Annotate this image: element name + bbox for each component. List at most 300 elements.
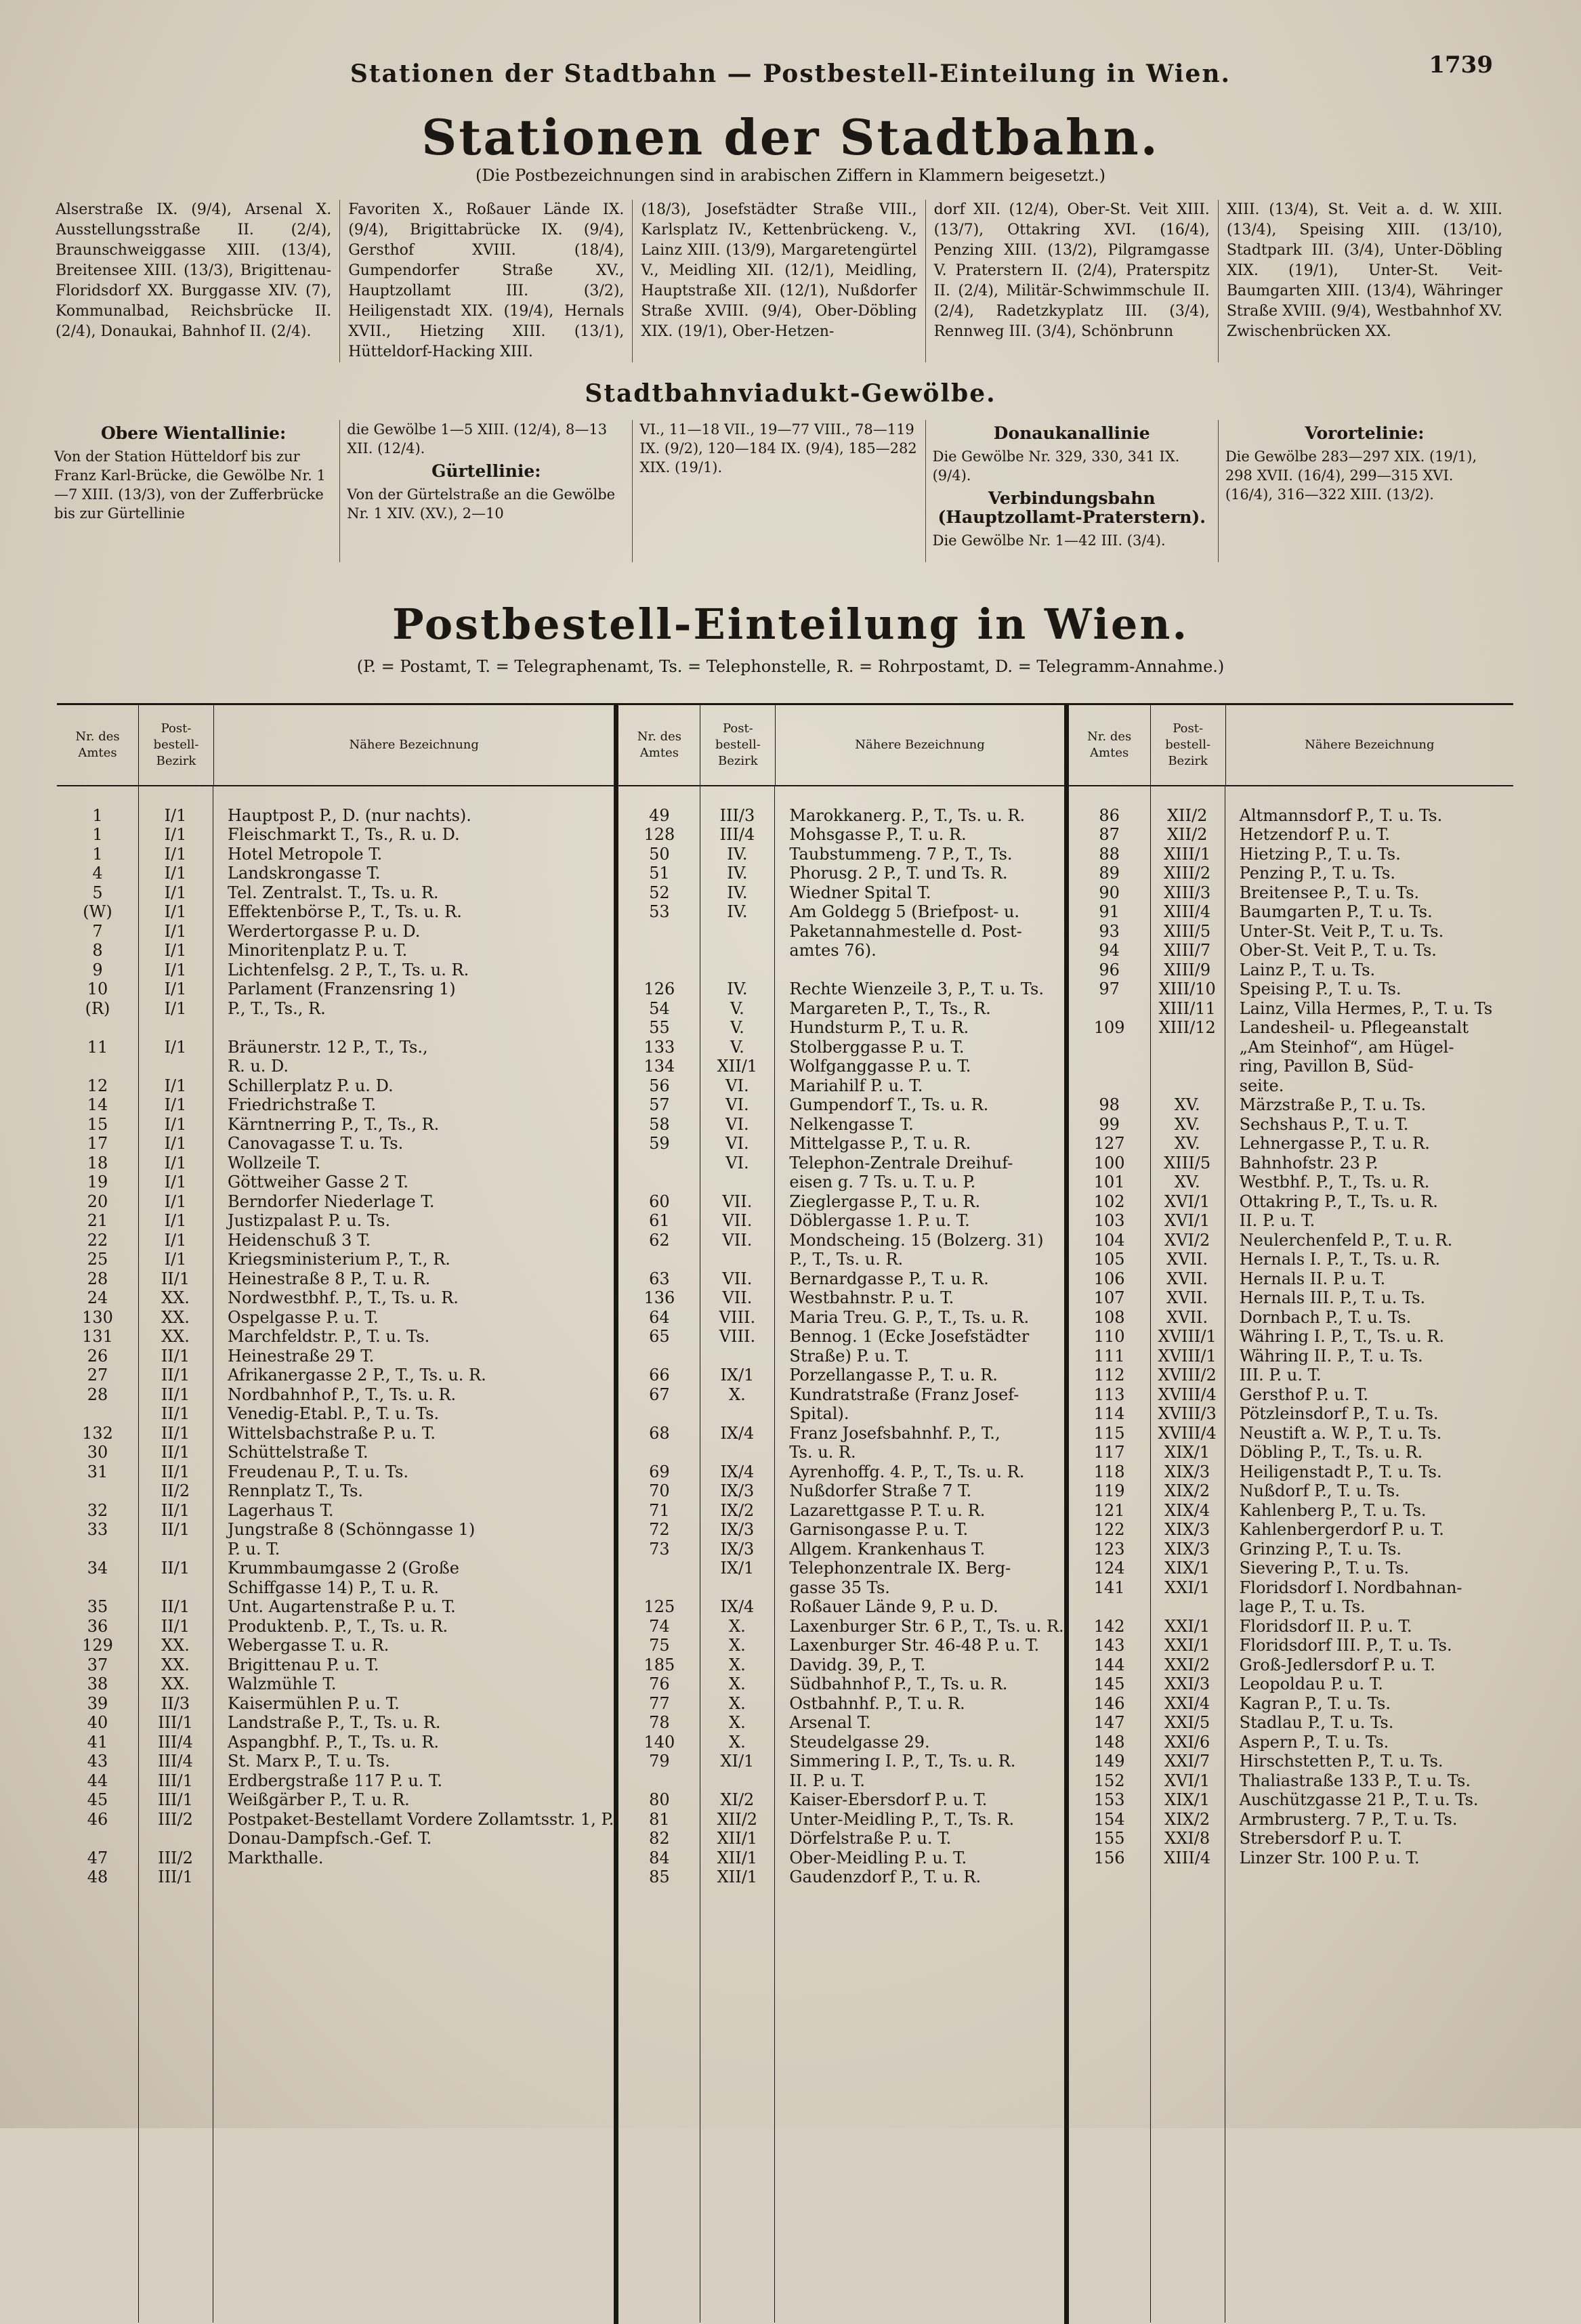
table-row bbox=[57, 1172, 614, 1192]
cell-bezeichnung: Schiffgasse 14) P., T. u. R. bbox=[228, 1578, 440, 1597]
cell-bezeichnung: Roßauer Lände 9, P. u. D. bbox=[789, 1597, 998, 1616]
cell-bezirk: XIX/3 bbox=[1164, 1520, 1210, 1539]
cell-bezirk: III/1 bbox=[158, 1771, 193, 1790]
cell-bezirk: VIII. bbox=[719, 1307, 756, 1327]
cell-bezeichnung: Schüttelstraße T. bbox=[228, 1443, 368, 1462]
cell-bezeichnung: Währing II. P., T. u. Ts. bbox=[1239, 1346, 1423, 1366]
table-row bbox=[1069, 1540, 1513, 1559]
cell-bezeichnung: Hauptpost P., D. (nur nachts). bbox=[228, 805, 471, 825]
table-row bbox=[57, 1520, 614, 1540]
cell-bezirk bbox=[700, 1172, 774, 1192]
cell-amt-nr bbox=[618, 1578, 700, 1598]
cell-amt-nr: 76 bbox=[649, 1674, 670, 1693]
table-row bbox=[1069, 1404, 1513, 1424]
cell-amt-nr: 31 bbox=[87, 1462, 108, 1481]
cell-bezirk: XIX/3 bbox=[1164, 1462, 1210, 1481]
cell-amt-nr: 5 bbox=[92, 883, 103, 902]
cell-bezirk: I/1 bbox=[164, 941, 187, 960]
table-row bbox=[618, 1501, 1063, 1521]
table-row bbox=[618, 1752, 1063, 1771]
cell-bezeichnung: Kriegsministerium P., T., R. bbox=[228, 1250, 450, 1269]
cell-bezeichnung: Markthalle. bbox=[228, 1848, 324, 1867]
cell-bezeichnung: Rechte Wienzeile 3, P., T. u. Ts. bbox=[789, 979, 1044, 998]
table-row bbox=[57, 1231, 614, 1250]
cell-bezeichnung: P., T., Ts., R. bbox=[228, 998, 326, 1018]
cell-bezirk: I/1 bbox=[164, 1037, 187, 1057]
table-row bbox=[618, 1733, 1063, 1752]
table-row bbox=[57, 1752, 614, 1771]
cell-bezeichnung: Linzer Str. 100 P. u. T. bbox=[1239, 1848, 1420, 1867]
cell-amt-nr: 15 bbox=[87, 1114, 108, 1134]
cell-amt-nr bbox=[57, 1057, 138, 1076]
cell-bezeichnung: Gersthof P. u. T. bbox=[1239, 1385, 1369, 1404]
cell-bezirk: III/4 bbox=[158, 1752, 193, 1771]
table-row bbox=[1069, 1790, 1513, 1810]
cell-bezeichnung: Laxenburger Str. 46-48 P. u. T. bbox=[789, 1636, 1040, 1655]
cell-bezirk: I/1 bbox=[164, 1230, 187, 1250]
cell-bezirk: XIII/12 bbox=[1158, 1018, 1216, 1037]
table-header-row bbox=[618, 705, 1063, 786]
cell-bezeichnung: Dornbach P., T. u. Ts. bbox=[1239, 1307, 1412, 1327]
cell-bezirk: XXI/1 bbox=[1164, 1578, 1210, 1597]
cell-bezeichnung: Wittelsbachstraße P. u. T. bbox=[228, 1423, 436, 1443]
cell-bezeichnung: Hetzendorf P. u. T. bbox=[1239, 825, 1390, 844]
cell-amt-nr: 7 bbox=[92, 921, 103, 941]
table-row bbox=[618, 1424, 1063, 1443]
cell-bezeichnung: Ayrenhoffg. 4. P., T., Ts. u. R. bbox=[789, 1462, 1025, 1481]
cell-bezeichnung: Unter-Meidling P., T., Ts. R. bbox=[789, 1809, 1015, 1829]
cell-amt-nr: 33 bbox=[87, 1520, 108, 1539]
cell-amt-nr: 36 bbox=[87, 1616, 108, 1636]
table-row bbox=[618, 1462, 1063, 1482]
cell-amt-nr: 25 bbox=[87, 1250, 108, 1269]
cell-amt-nr: 35 bbox=[87, 1597, 108, 1616]
cell-bezirk: XVII. bbox=[1166, 1269, 1208, 1288]
cell-bezeichnung: ring, Pavillon B, Süd- bbox=[1239, 1057, 1414, 1076]
cell-bezirk: XIII/4 bbox=[1164, 902, 1211, 921]
cell-bezirk: III/1 bbox=[158, 1867, 193, 1886]
cell-bezirk: I/1 bbox=[164, 1095, 187, 1114]
cell-bezeichnung: R. u. D. bbox=[228, 1057, 289, 1076]
table-row bbox=[1069, 1231, 1513, 1250]
cell-amt-nr: 115 bbox=[1093, 1423, 1125, 1443]
cell-bezirk bbox=[138, 1829, 213, 1848]
table-row bbox=[618, 1520, 1063, 1540]
cell-amt-nr bbox=[57, 786, 138, 806]
column-header-bezeichnung: Nähere Bezeichnung bbox=[1305, 738, 1435, 752]
cell-bezirk: I/1 bbox=[164, 844, 187, 864]
cell-bezeichnung: Brigittenau P. u. T. bbox=[228, 1655, 379, 1674]
cell-amt-nr: 119 bbox=[1093, 1481, 1125, 1500]
cell-bezirk: III/2 bbox=[158, 1848, 193, 1867]
cell-bezirk: XX. bbox=[161, 1307, 190, 1327]
cell-bezirk: XII/1 bbox=[717, 1057, 758, 1076]
cell-bezeichnung: Produktenb. P., T., Ts. u. R. bbox=[228, 1616, 448, 1636]
cell-bezirk bbox=[700, 960, 774, 980]
cell-amt-nr: 66 bbox=[649, 1366, 670, 1385]
table-row bbox=[1069, 1327, 1513, 1347]
table-row bbox=[57, 1829, 614, 1848]
table-row bbox=[57, 1501, 614, 1521]
cell-bezirk: XIII/10 bbox=[1158, 979, 1216, 998]
cell-bezeichnung: Floridsdorf I. Nordbahnan- bbox=[1239, 1578, 1462, 1597]
cell-amt-nr: 38 bbox=[87, 1674, 108, 1693]
table-row bbox=[1069, 845, 1513, 864]
cell-bezirk: I/1 bbox=[164, 1211, 187, 1230]
table-row bbox=[1069, 1733, 1513, 1752]
cell-bezirk: XIII/3 bbox=[1164, 883, 1211, 902]
cell-amt-nr: 80 bbox=[649, 1790, 670, 1809]
section-note-stationen: (Die Postbezeichnungen sind in arabischen Ziffern in Klammern beigesetzt.) bbox=[476, 166, 1105, 185]
cell-bezirk: I/1 bbox=[164, 1191, 187, 1211]
cell-bezeichnung: eisen g. 7 Ts. u. T. u. P. bbox=[789, 1172, 976, 1191]
stations-column: Favoriten X., Roßauer Lände IX. (9/4), Brigittabrücke IX. (9/4), Gersthof XVIII. (18/4), Gumpendorfer Straße XV., Hauptzollamt III. (3/2), Heiligenstadt XIX. (19/4), Hernals XVII., Hietzing XIII. (13/1), Hütteldorf-Hacking XIII. bbox=[340, 200, 633, 362]
table-row bbox=[1069, 960, 1513, 980]
table-row bbox=[618, 1867, 1063, 1887]
cell-amt-nr: 155 bbox=[1093, 1829, 1125, 1848]
cell-amt-nr: 4 bbox=[92, 864, 103, 883]
table-row bbox=[57, 1076, 614, 1096]
table-row bbox=[618, 806, 1063, 826]
table-row bbox=[618, 1578, 1063, 1598]
cell-bezeichnung: Heinestraße 8 P., T. u. R. bbox=[228, 1269, 431, 1288]
table-row bbox=[1069, 1115, 1513, 1135]
cell-bezirk: XVI/1 bbox=[1164, 1211, 1210, 1230]
table-row bbox=[1069, 1655, 1513, 1675]
cell-bezirk: XVII. bbox=[1166, 1250, 1208, 1269]
cell-amt-nr: 12 bbox=[87, 1076, 108, 1095]
cell-amt-nr: 146 bbox=[1093, 1693, 1125, 1713]
table-row bbox=[1069, 1578, 1513, 1598]
cell-bezirk: I/1 bbox=[164, 1114, 187, 1134]
cell-amt-nr: 44 bbox=[87, 1771, 108, 1790]
table-row bbox=[618, 1231, 1063, 1250]
cell-bezirk: X. bbox=[729, 1674, 746, 1693]
cell-bezirk bbox=[138, 786, 213, 806]
cell-bezirk: XVIII/1 bbox=[1158, 1346, 1217, 1366]
cell-bezeichnung: Allgem. Krankenhaus T. bbox=[789, 1539, 986, 1559]
cell-bezirk: VI. bbox=[725, 1076, 749, 1095]
cell-bezirk bbox=[700, 1578, 774, 1598]
cell-amt-nr: 37 bbox=[87, 1655, 108, 1674]
cell-bezirk: XVII. bbox=[1166, 1307, 1208, 1327]
cell-bezirk: II/1 bbox=[161, 1520, 190, 1539]
table-row bbox=[1069, 1057, 1513, 1076]
cell-bezirk: V. bbox=[730, 998, 744, 1018]
cell-bezeichnung: Grinzing P., T. u. Ts. bbox=[1239, 1539, 1402, 1559]
cell-bezirk: VI. bbox=[725, 1153, 749, 1172]
cell-bezeichnung: Sechshaus P., T. u. T. bbox=[1239, 1114, 1409, 1134]
cell-amt-nr: 112 bbox=[1093, 1366, 1125, 1385]
table-row bbox=[57, 1424, 614, 1443]
cell-bezirk bbox=[700, 1443, 774, 1462]
cell-bezeichnung: Bahnhofstr. 23 P. bbox=[1239, 1153, 1378, 1172]
cell-bezeichnung: Hotel Metropole T. bbox=[228, 844, 383, 864]
cell-amt-nr: 132 bbox=[82, 1423, 113, 1443]
cell-bezeichnung: Minoritenplatz P. u. T. bbox=[228, 941, 408, 960]
column-header-bezirk: Post-bestell-Bezirk bbox=[700, 705, 776, 785]
table-row bbox=[57, 902, 614, 922]
table-row bbox=[618, 1771, 1063, 1791]
cell-bezirk: XXI/8 bbox=[1164, 1829, 1210, 1848]
table-row bbox=[618, 902, 1063, 922]
cell-bezeichnung: Canovagasse T. u. Ts. bbox=[228, 1134, 404, 1153]
cell-amt-nr: 45 bbox=[87, 1790, 108, 1809]
table-row bbox=[618, 1134, 1063, 1154]
cell-bezeichnung: Heidenschuß 3 T. bbox=[228, 1230, 371, 1250]
table-row bbox=[1069, 1095, 1513, 1115]
cell-bezeichnung: Lagerhaus T. bbox=[228, 1500, 334, 1520]
cell-bezeichnung: Straße) P. u. T. bbox=[789, 1346, 909, 1366]
table-row bbox=[57, 1288, 614, 1308]
cell-bezeichnung: Südbahnhof P., T., Ts. u. R. bbox=[789, 1674, 1008, 1693]
cell-bezeichnung: II. P. u. T. bbox=[1239, 1211, 1315, 1230]
cell-bezeichnung bbox=[1225, 786, 1513, 806]
cell-bezirk: XVIII/4 bbox=[1158, 1423, 1217, 1443]
cell-amt-nr: 54 bbox=[649, 998, 670, 1018]
cell-bezeichnung: Paketannahmestelle d. Post- bbox=[789, 921, 1022, 941]
table-block bbox=[57, 705, 618, 2324]
cell-amt-nr: 56 bbox=[649, 1076, 670, 1095]
cell-bezeichnung: Garnisongasse P. u. T. bbox=[789, 1520, 969, 1539]
table-row bbox=[1069, 1829, 1513, 1848]
cell-amt-nr: 114 bbox=[1093, 1404, 1125, 1423]
table-row bbox=[57, 1211, 614, 1231]
cell-amt-nr: 127 bbox=[1093, 1134, 1125, 1153]
table-row bbox=[618, 1366, 1063, 1385]
table-row bbox=[618, 1172, 1063, 1192]
table-row bbox=[618, 1404, 1063, 1424]
cell-amt-nr: 121 bbox=[1093, 1500, 1125, 1520]
table-body bbox=[1069, 786, 1513, 2323]
cell-amt-nr: 102 bbox=[1093, 1191, 1125, 1211]
table-row bbox=[1069, 1134, 1513, 1154]
cell-amt-nr: 59 bbox=[649, 1134, 670, 1153]
cell-bezeichnung: Rennplatz T., Ts. bbox=[228, 1481, 364, 1500]
table-row bbox=[1069, 1250, 1513, 1269]
table-row bbox=[1069, 1481, 1513, 1501]
cell-amt-nr: 41 bbox=[87, 1732, 108, 1752]
table-row bbox=[57, 1385, 614, 1405]
cell-amt-nr: 30 bbox=[87, 1443, 108, 1462]
cell-bezirk: XVI/1 bbox=[1164, 1191, 1210, 1211]
table-row bbox=[57, 1790, 614, 1810]
table-row bbox=[57, 960, 614, 980]
cell-bezirk: XIII/9 bbox=[1164, 960, 1211, 979]
table-row bbox=[57, 1578, 614, 1598]
cell-bezeichnung: Breitensee P., T. u. Ts. bbox=[1239, 883, 1420, 902]
table-row bbox=[1069, 1771, 1513, 1791]
cell-bezeichnung: Kundratstraße (Franz Josef- bbox=[789, 1385, 1019, 1404]
table-row bbox=[618, 845, 1063, 864]
table-row bbox=[618, 1038, 1063, 1057]
table-row bbox=[57, 806, 614, 826]
cell-bezirk: VII. bbox=[722, 1211, 753, 1230]
cell-amt-nr: 79 bbox=[649, 1752, 670, 1771]
table-row bbox=[618, 941, 1063, 960]
cell-bezeichnung: Groß-Jedlersdorf P. u. T. bbox=[1239, 1655, 1435, 1674]
cell-bezeichnung: Kaiser-Ebersdorf P. u. T. bbox=[789, 1790, 988, 1809]
cell-bezeichnung: „Am Steinhof“, am Hügel- bbox=[1239, 1037, 1454, 1057]
table-row bbox=[1069, 1559, 1513, 1578]
cell-bezeichnung: Webergasse T. u. R. bbox=[228, 1636, 389, 1655]
table-row bbox=[57, 1308, 614, 1328]
column-header-bezeichnung: Nähere Bezeichnung bbox=[855, 738, 985, 752]
cell-amt-nr: 78 bbox=[649, 1713, 670, 1732]
cell-bezirk: IX/4 bbox=[720, 1462, 755, 1481]
cell-amt-nr: 128 bbox=[644, 825, 675, 844]
section-title-postbestell: Postbestell-Einteilung in Wien. bbox=[392, 599, 1189, 649]
section-title-viadukt: Stadtbahnviadukt-Gewölbe. bbox=[585, 379, 996, 408]
cell-amt-nr: 153 bbox=[1093, 1790, 1125, 1809]
cell-bezeichnung: Altmannsdorf P., T. u. Ts. bbox=[1239, 805, 1443, 825]
cell-bezeichnung: Währing I. P., T., Ts. u. R. bbox=[1239, 1327, 1445, 1346]
cell-bezeichnung bbox=[213, 1018, 614, 1038]
cell-bezeichnung: Armbrusterg. 7 P., T. u. Ts. bbox=[1239, 1809, 1458, 1829]
cell-amt-nr: 74 bbox=[649, 1616, 670, 1636]
table-row bbox=[618, 1848, 1063, 1868]
cell-amt-nr: 14 bbox=[87, 1095, 108, 1114]
cell-amt-nr: 129 bbox=[82, 1636, 113, 1655]
table-row bbox=[1069, 1713, 1513, 1733]
table-row bbox=[57, 1250, 614, 1269]
cell-amt-nr: 91 bbox=[1099, 902, 1120, 921]
table-row bbox=[57, 999, 614, 1019]
cell-bezeichnung: Hernals II. P. u. T. bbox=[1239, 1269, 1386, 1288]
cell-bezeichnung: Penzing P., T. u. Ts. bbox=[1239, 864, 1395, 883]
table-row bbox=[57, 864, 614, 883]
cell-amt-nr: 149 bbox=[1093, 1752, 1125, 1771]
cell-bezirk: II/1 bbox=[161, 1500, 190, 1520]
cell-bezeichnung: Walzmühle T. bbox=[228, 1674, 337, 1693]
cell-amt-nr bbox=[618, 1443, 700, 1462]
cell-bezeichnung: Sievering P., T. u. Ts. bbox=[1239, 1559, 1410, 1578]
table-row bbox=[1069, 1269, 1513, 1289]
cell-bezirk: XII/2 bbox=[1166, 805, 1208, 825]
cell-amt-nr: 40 bbox=[87, 1713, 108, 1732]
guertellinie-text: Von der Gürtelstraße an die Gewölbe Nr. 1 XIV. (XV.), 2—10 bbox=[347, 486, 616, 522]
table-row bbox=[618, 1617, 1063, 1636]
table-row bbox=[618, 1095, 1063, 1115]
cell-amt-nr: 53 bbox=[649, 902, 670, 921]
cell-bezeichnung: Postpaket-Bestellamt Vordere Zollamtsstr. 1, P. bbox=[228, 1809, 614, 1829]
cell-bezirk: XII/1 bbox=[717, 1829, 758, 1848]
cell-bezirk: X. bbox=[729, 1693, 746, 1713]
cell-bezeichnung: Lichtenfelsg. 2 P., T., Ts. u. R. bbox=[228, 960, 469, 979]
cell-bezirk: III/2 bbox=[158, 1809, 193, 1829]
cell-amt-nr bbox=[618, 960, 700, 980]
cell-bezeichnung: Kärntnerring P., T., Ts., R. bbox=[228, 1114, 440, 1134]
verbindungsbahn-heading: Verbindungsbahn (Hauptzollamt-Praterstern). bbox=[937, 488, 1206, 527]
viadukt-column bbox=[1219, 420, 1511, 562]
cell-bezeichnung: Ts. u. R. bbox=[789, 1443, 856, 1462]
cell-amt-nr: 28 bbox=[87, 1269, 108, 1288]
column-header-nr: Nr. des Amtes bbox=[618, 705, 700, 785]
cell-bezeichnung: Lainz, Villa Hermes, P., T. u. Ts bbox=[1239, 998, 1493, 1018]
cell-bezirk: I/1 bbox=[164, 825, 187, 844]
cell-amt-nr: 108 bbox=[1093, 1307, 1125, 1327]
table-row bbox=[57, 1617, 614, 1636]
cell-bezeichnung: gasse 35 Ts. bbox=[789, 1578, 890, 1597]
cell-amt-nr bbox=[618, 786, 700, 806]
cell-amt-nr: 152 bbox=[1093, 1771, 1125, 1790]
cell-bezirk: IX/3 bbox=[720, 1539, 755, 1559]
cell-bezirk: II/1 bbox=[161, 1269, 190, 1288]
cell-bezirk: XXI/6 bbox=[1164, 1732, 1210, 1752]
table-row bbox=[618, 1269, 1063, 1289]
cell-amt-nr: 94 bbox=[1099, 941, 1120, 960]
cell-bezeichnung: Simmering I. P., T., Ts. u. R. bbox=[789, 1752, 1016, 1771]
cell-bezirk: II/1 bbox=[161, 1366, 190, 1385]
cell-bezirk: III/3 bbox=[719, 805, 755, 825]
table-row bbox=[57, 941, 614, 960]
table-row bbox=[1069, 1636, 1513, 1655]
table-row bbox=[57, 1771, 614, 1791]
cell-bezeichnung: III. P. u. T. bbox=[1239, 1366, 1322, 1385]
vorortelinie-heading: Vorortelinie: bbox=[1305, 423, 1425, 443]
cell-bezirk: XII/2 bbox=[717, 1809, 758, 1829]
stations-column: XIII. (13/4), St. Veit a. d. W. XIII. (13/4), Speising XIII. (13/10), Stadtpark III. (3/4), Unter-Döbling XIX. (19/1), Unter-St. Veit-Baumgarten XIII. (13/4), Währinger Straße XVIII. (9/4), Westbahnhof XV. Zwischenbrücken XX. bbox=[1226, 201, 1503, 340]
cell-amt-nr bbox=[1069, 1057, 1150, 1076]
cell-bezirk: II/1 bbox=[161, 1616, 190, 1636]
table-row bbox=[57, 1443, 614, 1462]
cell-bezeichnung: II. P. u. T. bbox=[789, 1771, 865, 1790]
cell-bezeichnung: Zieglergasse P., T. u. R. bbox=[789, 1191, 981, 1211]
cell-bezeichnung: Nußdorfer Straße 7 T. bbox=[789, 1481, 972, 1500]
cell-bezirk bbox=[1150, 1038, 1225, 1057]
cell-amt-nr bbox=[618, 1404, 700, 1424]
cell-bezirk bbox=[700, 1347, 774, 1366]
table-row bbox=[57, 1115, 614, 1135]
table-row bbox=[1069, 1752, 1513, 1771]
column-header-bezirk: Post-bestell-Bezirk bbox=[139, 705, 214, 785]
cell-bezirk: IX/3 bbox=[720, 1520, 755, 1539]
cell-amt-nr: 70 bbox=[649, 1481, 670, 1500]
cell-amt-nr: 67 bbox=[649, 1385, 670, 1404]
table-row bbox=[57, 979, 614, 999]
cell-bezeichnung: Floridsdorf II. P. u. T. bbox=[1239, 1616, 1412, 1636]
cell-amt-nr: 104 bbox=[1093, 1230, 1125, 1250]
cell-bezeichnung: Nordbahnhof P., T., Ts. u. R. bbox=[228, 1385, 457, 1404]
cell-bezirk: IX/4 bbox=[720, 1597, 755, 1616]
cell-amt-nr: 142 bbox=[1093, 1616, 1125, 1636]
cell-amt-nr: 63 bbox=[649, 1269, 670, 1288]
table-row bbox=[1069, 1366, 1513, 1385]
table-row bbox=[1069, 1172, 1513, 1192]
table-row bbox=[618, 1192, 1063, 1212]
cell-bezirk: XX. bbox=[161, 1327, 190, 1346]
cell-bezeichnung: Schillerplatz P. u. D. bbox=[228, 1076, 394, 1095]
table-row bbox=[57, 1018, 614, 1038]
cell-amt-nr: 103 bbox=[1093, 1211, 1125, 1230]
cell-bezeichnung: Jungstraße 8 (Schönngasse 1) bbox=[228, 1520, 476, 1539]
cell-bezirk: XII/1 bbox=[717, 1848, 758, 1867]
table-row bbox=[618, 864, 1063, 883]
cell-bezeichnung: Stolberggasse P. u. T. bbox=[789, 1037, 965, 1057]
table-row bbox=[57, 1810, 614, 1830]
cell-bezirk: IX/4 bbox=[720, 1423, 755, 1443]
cell-bezirk bbox=[700, 1250, 774, 1269]
table-row bbox=[57, 1597, 614, 1617]
cell-amt-nr: 125 bbox=[644, 1597, 675, 1616]
cell-bezirk: XVI/1 bbox=[1164, 1771, 1210, 1790]
cell-bezeichnung: Westbahnstr. P. u. T. bbox=[789, 1288, 954, 1307]
column-rule bbox=[774, 786, 775, 2323]
cell-amt-nr: 34 bbox=[87, 1559, 108, 1578]
cell-bezirk: XV. bbox=[1174, 1172, 1200, 1191]
table-row bbox=[57, 1038, 614, 1057]
cell-amt-nr bbox=[618, 1559, 700, 1578]
